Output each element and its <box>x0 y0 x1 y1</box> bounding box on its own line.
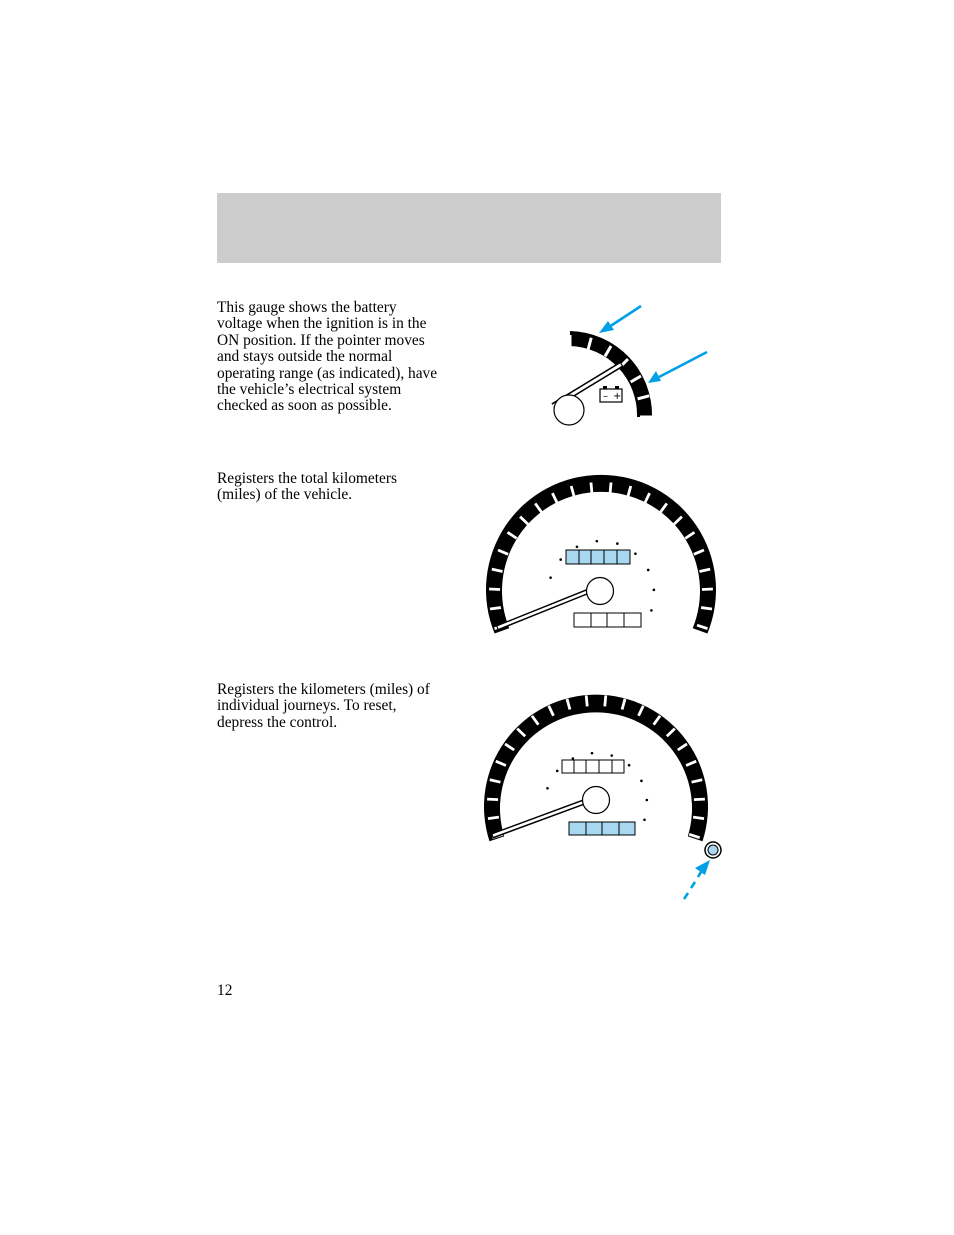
battery-icon <box>600 386 622 402</box>
scale-dot <box>596 540 599 543</box>
tick-mark <box>586 695 587 706</box>
arrow-lower <box>648 352 707 383</box>
scale-dot <box>549 576 552 579</box>
reset-button[interactable] <box>705 842 721 858</box>
trip-odometer-gauge-figure <box>475 682 725 904</box>
voltmeter-description: This gauge shows the battery voltage when the ignition is in the ON position. If the pointer moves and stays outside the normal operating range (as indicated), have the vehicle’s electrical system checked as soon as possible. <box>217 299 438 415</box>
scale-dot <box>610 754 613 757</box>
scale-dot <box>653 589 656 592</box>
scale-dot <box>556 770 559 773</box>
trip-odometer-display <box>569 822 635 835</box>
page-number: 12 <box>217 982 233 999</box>
scale-dot <box>572 757 575 760</box>
scale-dot <box>643 818 646 821</box>
scale-dot <box>650 609 653 612</box>
header-bar <box>217 193 721 263</box>
arrow-upper <box>599 306 641 333</box>
scale-dot <box>576 545 579 548</box>
trip-odometer-description: Registers the kilometers (miles) of individual journeys. To reset, depress the control. <box>217 681 430 731</box>
needle-hub <box>554 395 584 425</box>
tick-mark <box>605 695 606 706</box>
scale-dot <box>591 752 594 755</box>
scale-dot <box>634 552 637 555</box>
scale-dot <box>628 764 631 767</box>
odometer-display <box>562 760 624 773</box>
needle-hub <box>587 578 614 605</box>
scale-dot <box>546 787 549 790</box>
tick-mark <box>693 817 704 818</box>
odometer-display <box>566 550 630 564</box>
tick-mark <box>701 608 712 609</box>
scale-dot <box>640 780 643 783</box>
scale-dot <box>646 799 649 802</box>
battery-gauge-figure <box>540 295 730 435</box>
needle-hub <box>583 787 610 814</box>
svg-text:+: + <box>613 391 622 402</box>
scale-dot <box>559 558 562 561</box>
reset-arrow <box>684 860 710 899</box>
trip-odometer-display <box>574 613 641 627</box>
scale-dot <box>647 569 650 572</box>
tick-mark <box>610 482 611 493</box>
svg-text:–: – <box>603 391 608 402</box>
scale-dot <box>616 542 619 545</box>
tick-mark <box>490 608 501 609</box>
tick-mark <box>591 482 592 493</box>
tick-mark <box>488 817 499 818</box>
odometer-description: Registers the total kilometers (miles) of the vehicle. <box>217 470 397 504</box>
odometer-gauge-figure <box>480 470 725 640</box>
